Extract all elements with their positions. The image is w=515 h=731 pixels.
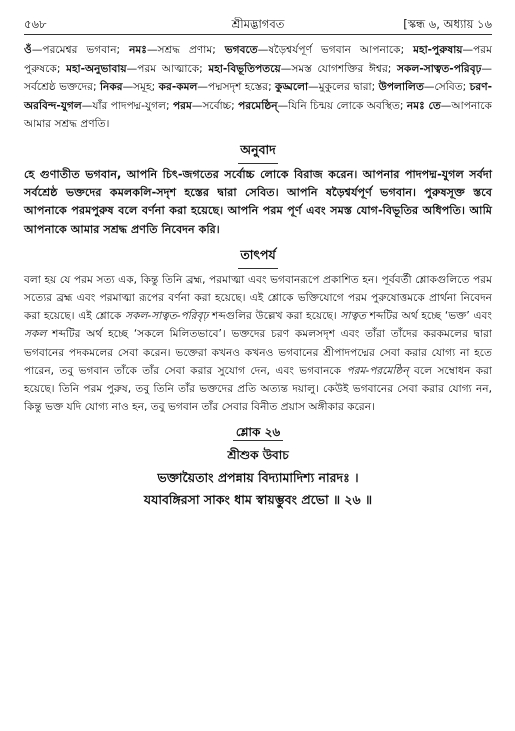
synonym-term: নমঃ bbox=[129, 44, 147, 56]
book-title: শ্রীমদ্ভাগবত bbox=[231, 17, 285, 31]
synonym-term: চরণ-অরবিন্দ-যুগল bbox=[24, 81, 493, 112]
synonyms-paragraph bbox=[24, 41, 492, 134]
verse-speaker: শ্রীশুক উবাচ bbox=[227, 448, 289, 463]
purport-text bbox=[24, 271, 492, 417]
synonym-meaning: —সমস্ত যোগশক্তির ঈশ্বর; bbox=[280, 62, 398, 75]
synonym-term: মহা-অনুভাবায় bbox=[66, 62, 127, 75]
purport-segment: শব্দগুলির উল্লেখ করা হয়েছে। bbox=[208, 310, 341, 323]
page-header bbox=[24, 14, 492, 35]
purport-segment: বলা হয় যে পরম সত্য এক, কিন্তু তিনি ব্রহ্ম, পরমাত্মা এবং ভগবানরূপে প্রকাশিত হন। পূর্ববর্তী শ্লোকগুলিতে পরম সত্যের ব্রহ্ম এবং পরমাত্মা রূপের বর্ণনা করা হয়েছে। এই শ্লোকে ভক্তিযোগে পরম পুরুষোত্তমকে প্রার্থনা নিবেদন করা হয়েছে। এই শ্লোকে bbox=[24, 273, 492, 323]
synonym-meaning: —ষড়ৈশ্বর্যপূর্ণ ভগবান আপনাকে; bbox=[257, 44, 414, 56]
synonym-meaning: —যিনি চিন্ময় লোকে অবস্থিত; bbox=[277, 99, 407, 112]
verse-number: শ্লোক ২৬ bbox=[24, 424, 492, 444]
synonym-term: সকল-সাত্বত-পরিবৃঢ় bbox=[397, 62, 482, 75]
synonym-term: মহা-বিভূতিপতয়ে bbox=[208, 62, 281, 75]
chapter-reference: [স্কন্ধ ৬, অধ্যায় ১৬ bbox=[403, 17, 492, 31]
synonym-meaning: —যাঁর পাদপদ্ম-যুগল; bbox=[81, 99, 173, 112]
synonym-meaning: —সর্বশ্রেষ্ঠ ভক্তদের; bbox=[24, 62, 493, 94]
purport-segment: বলে সম্বোধন করা হয়েছে। তিনি পরম পুরুষ, তবু তিনি তাঁর ভক্তদের প্রতি অত্যন্ত দয়ালু। কেউই ভগবানের সেবা করার যোগ্য নন, কিন্তু ভক্ত যদি যোগ্য নাও হন, তবু ভগবান তাঁর সেবার বিনীত প্রয়াস অঙ্গীকার করেন। bbox=[24, 364, 492, 414]
synonym-term: পরম bbox=[172, 99, 192, 112]
synonym-term: নমঃ তে bbox=[406, 99, 441, 112]
synonym-term: ভগবতে bbox=[224, 44, 258, 56]
synonym-meaning: —আপনাকে আমার সশ্রদ্ধ প্রণতি। bbox=[24, 99, 492, 131]
translation-text: হে গুণাতীত ভগবান, আপনি চিৎ-জগতের সর্বোচ্চ লোকে বিরাজ করেন। আপনার পাদপদ্ম-যুগল সর্বদা সর্বশ্রেষ্ঠ ভক্তদের কমলকলি-সদৃশ হস্তের দ্বারা সেবিত। আপনি ষড়ৈশ্বর্যপূর্ণ ভগবান। পুরুষসূক্ত স্তবে আপনাকে পরমপুরুষ বলে বর্ণনা করা হয়েছে। আপনি পরম পূর্ণ এবং সমস্ত যোগ-বিভূতির অধিপতি। আমি আপনাকে আমার সশ্রদ্ধ প্রণতি নিবেদন করি। bbox=[24, 167, 492, 236]
page-number: ৫৬৮ bbox=[24, 17, 47, 31]
purport-italic-term: সাত্বত bbox=[340, 310, 366, 323]
synonym-meaning: —সর্বোচ্চ; bbox=[191, 99, 239, 112]
synonym-term: কর-কমল bbox=[158, 81, 198, 94]
purport-segment: শব্দটির অর্থ হচ্ছে ‘সকলে মিলিতভাবে’। ভক্তদের চরণ কমলসদৃশ এবং তাঁরা তাঁদের করকমলের দ্বারা ভগবানের পদকমলের সেবা করেন। ভক্তেরা কখনও কখনও ভগবানের শ্রীপাদপদ্মের সেবা করার যোগ্য না হতে পারেন, তবু ভগবান তাঁকে তাঁর সেবা করার সুযোগ দেন, এবং ভগবানকে bbox=[24, 328, 492, 377]
synonym-term: নিকর bbox=[99, 81, 123, 94]
purport-segment: শব্দটির অর্থ হচ্ছে ‘ভক্ত’ এবং bbox=[365, 310, 492, 323]
purport-italic-term: সকল-সাত্বত-পরিবৃঢ় bbox=[125, 310, 209, 323]
synonym-term: ওঁ bbox=[24, 44, 32, 56]
verse-line-2: যযাবঙ্গিরসা সাকং ধাম স্বায়ম্ভুবং প্রভো ॥ ২৬ ॥ bbox=[143, 492, 373, 508]
verse-line-1: ভক্তায়ৈতাং প্রপন্নায় বিদ্যামাদিশ্য নারদঃ । bbox=[157, 470, 359, 486]
synonym-meaning: —পরম আত্মাকে; bbox=[126, 62, 209, 75]
synonym-meaning: —পরমেশ্বর ভগবান; bbox=[31, 44, 130, 56]
synonym-term: কুড্মলো bbox=[275, 81, 309, 94]
book-page bbox=[24, 14, 492, 511]
synonym-term: পরমেষ্ঠিন্ bbox=[238, 99, 278, 112]
synonym-term: মহা-পুরুষায় bbox=[413, 44, 463, 56]
synonym-term: উপলালিত bbox=[378, 81, 424, 94]
purport-italic-term: সকল bbox=[24, 328, 47, 341]
synonym-meaning: —সমূহ; bbox=[122, 81, 159, 94]
synonym-meaning: —সশ্রদ্ধ প্রণাম; bbox=[146, 44, 225, 56]
purport-italic-term: পরম-পরমেষ্ঠিন্ bbox=[346, 364, 409, 377]
synonym-meaning: —সেবিত; bbox=[423, 81, 470, 94]
synonym-meaning: —পদ্মসদৃশ হস্তের; bbox=[197, 81, 276, 94]
synonym-meaning: —মুকুলের দ্বারা; bbox=[308, 81, 379, 94]
translation-heading: অনুবাদ bbox=[24, 142, 492, 164]
synonym-meaning: —পরম পুরুষকে; bbox=[24, 44, 493, 75]
purport-heading: তাৎপর্য bbox=[24, 247, 492, 269]
